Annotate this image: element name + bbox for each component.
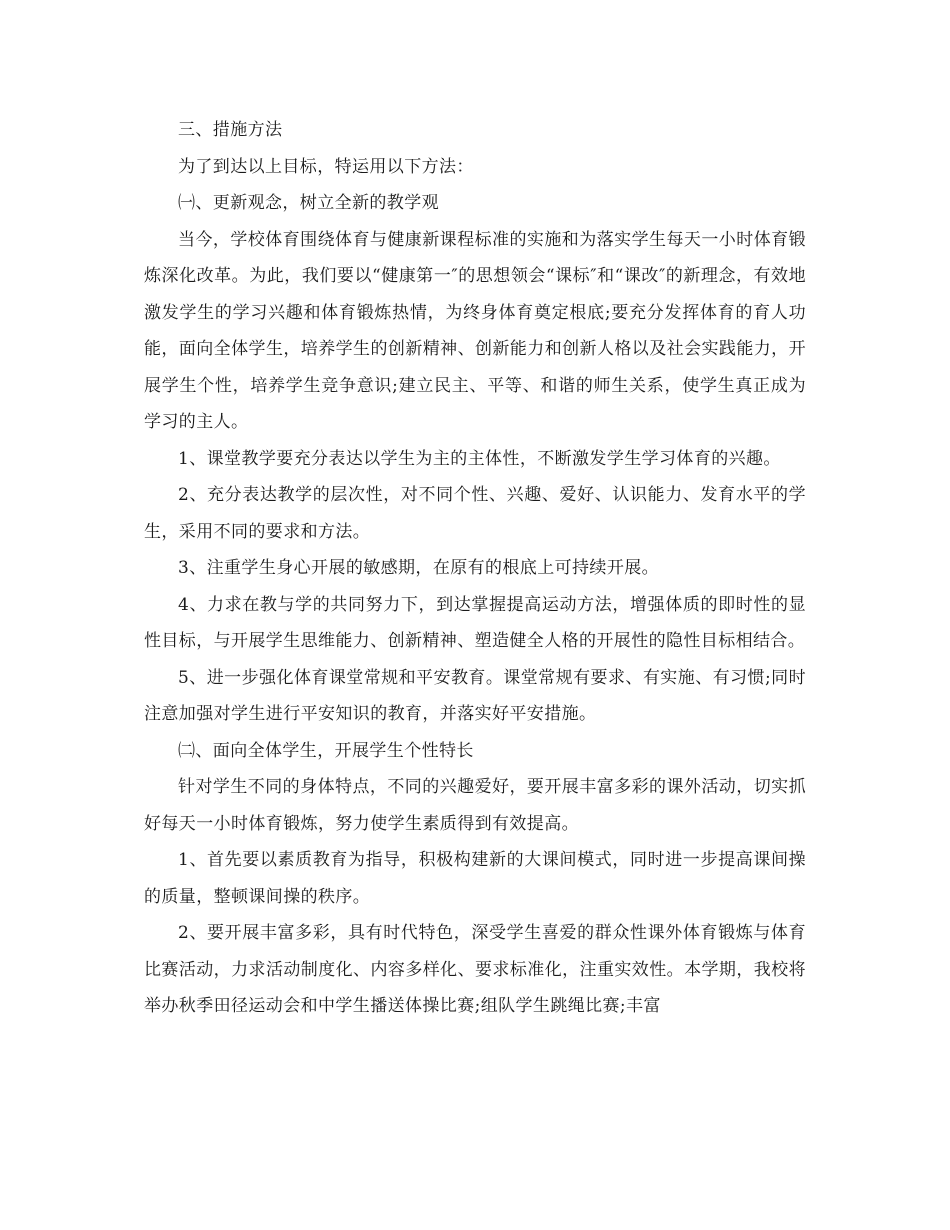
body-paragraph: 当今，学校体育围绕体育与健康新课程标准的实施和为落实学生每天一小时体育锻炼深化改革。为此，我们要以“健康第一″的思想领会“课标″和“课改″的新理念，有效地激发学生的学习兴趣和体育锻炼热情，为终身体育奠定根底;要充分发挥体育的育人功能，面向全体学生，培养学生的创新精神、创新能力和创新人格以及社会实践能力，开展学生个性，培养学生竞争意识;建立民主、平等、和谐的师生关系，使学生真正成为学习的主人。	[144, 229, 806, 432]
intro-paragraph: 为了到达以上目标，特运用以下方法：	[178, 156, 474, 177]
list-item-5: 5、进一步强化体育课堂常规和平安教育。课堂常规有要求、有实施、有习惯;同时注意加强对学生进行平安知识的教育，并落实好平安措施。	[144, 667, 806, 724]
list-item-3: 3、注重学生身心开展的敏感期，在原有的根底上可持续开展。	[178, 558, 660, 578]
document-body	[144, 112, 806, 1025]
section-heading-measures: 三、措施方法	[178, 120, 283, 140]
subheading-teaching-concept: ㈠、更新观念，树立全新的教学观	[178, 193, 439, 213]
body-paragraph: 针对学生不同的身体特点，不同的兴趣爱好，要开展丰富多彩的课外活动，切实抓好每天一小时体育锻炼，努力使学生素质得到有效提高。	[144, 777, 806, 834]
list-item-1: 1、首先要以素质教育为指导，积极构建新的大课间模式，同时进一步提高课间操的质量，整顿课间操的秩序。	[144, 850, 806, 907]
list-item-2: 2、要开展丰富多彩，具有时代特色，深受学生喜爱的群众性课外体育锻炼与体育比赛活动，力求活动制度化、内容多样化、要求标准化，注重实效性。本学期，我校将举办秋季田径运动会和中学生播送体操比赛;组队学生跳绳比赛;丰富	[144, 923, 806, 1016]
list-item-2: 2、充分表达教学的层次性，对不同个性、兴趣、爱好、认识能力、发育水平的学生，采用不同的要求和方法。	[144, 485, 806, 542]
list-item-4: 4、力求在教与学的共同努力下，到达掌握提高运动方法，增强体质的即时性的显性目标，与开展学生思维能力、创新精神、塑造健全人格的开展性的隐性目标相结合。	[144, 594, 806, 651]
list-item-1: 1、课堂教学要充分表达以学生为主的主体性，不断激发学生学习体育的兴趣。	[178, 448, 781, 469]
subheading-all-students: ㈡、面向全体学生，开展学生个性特长	[178, 740, 474, 761]
